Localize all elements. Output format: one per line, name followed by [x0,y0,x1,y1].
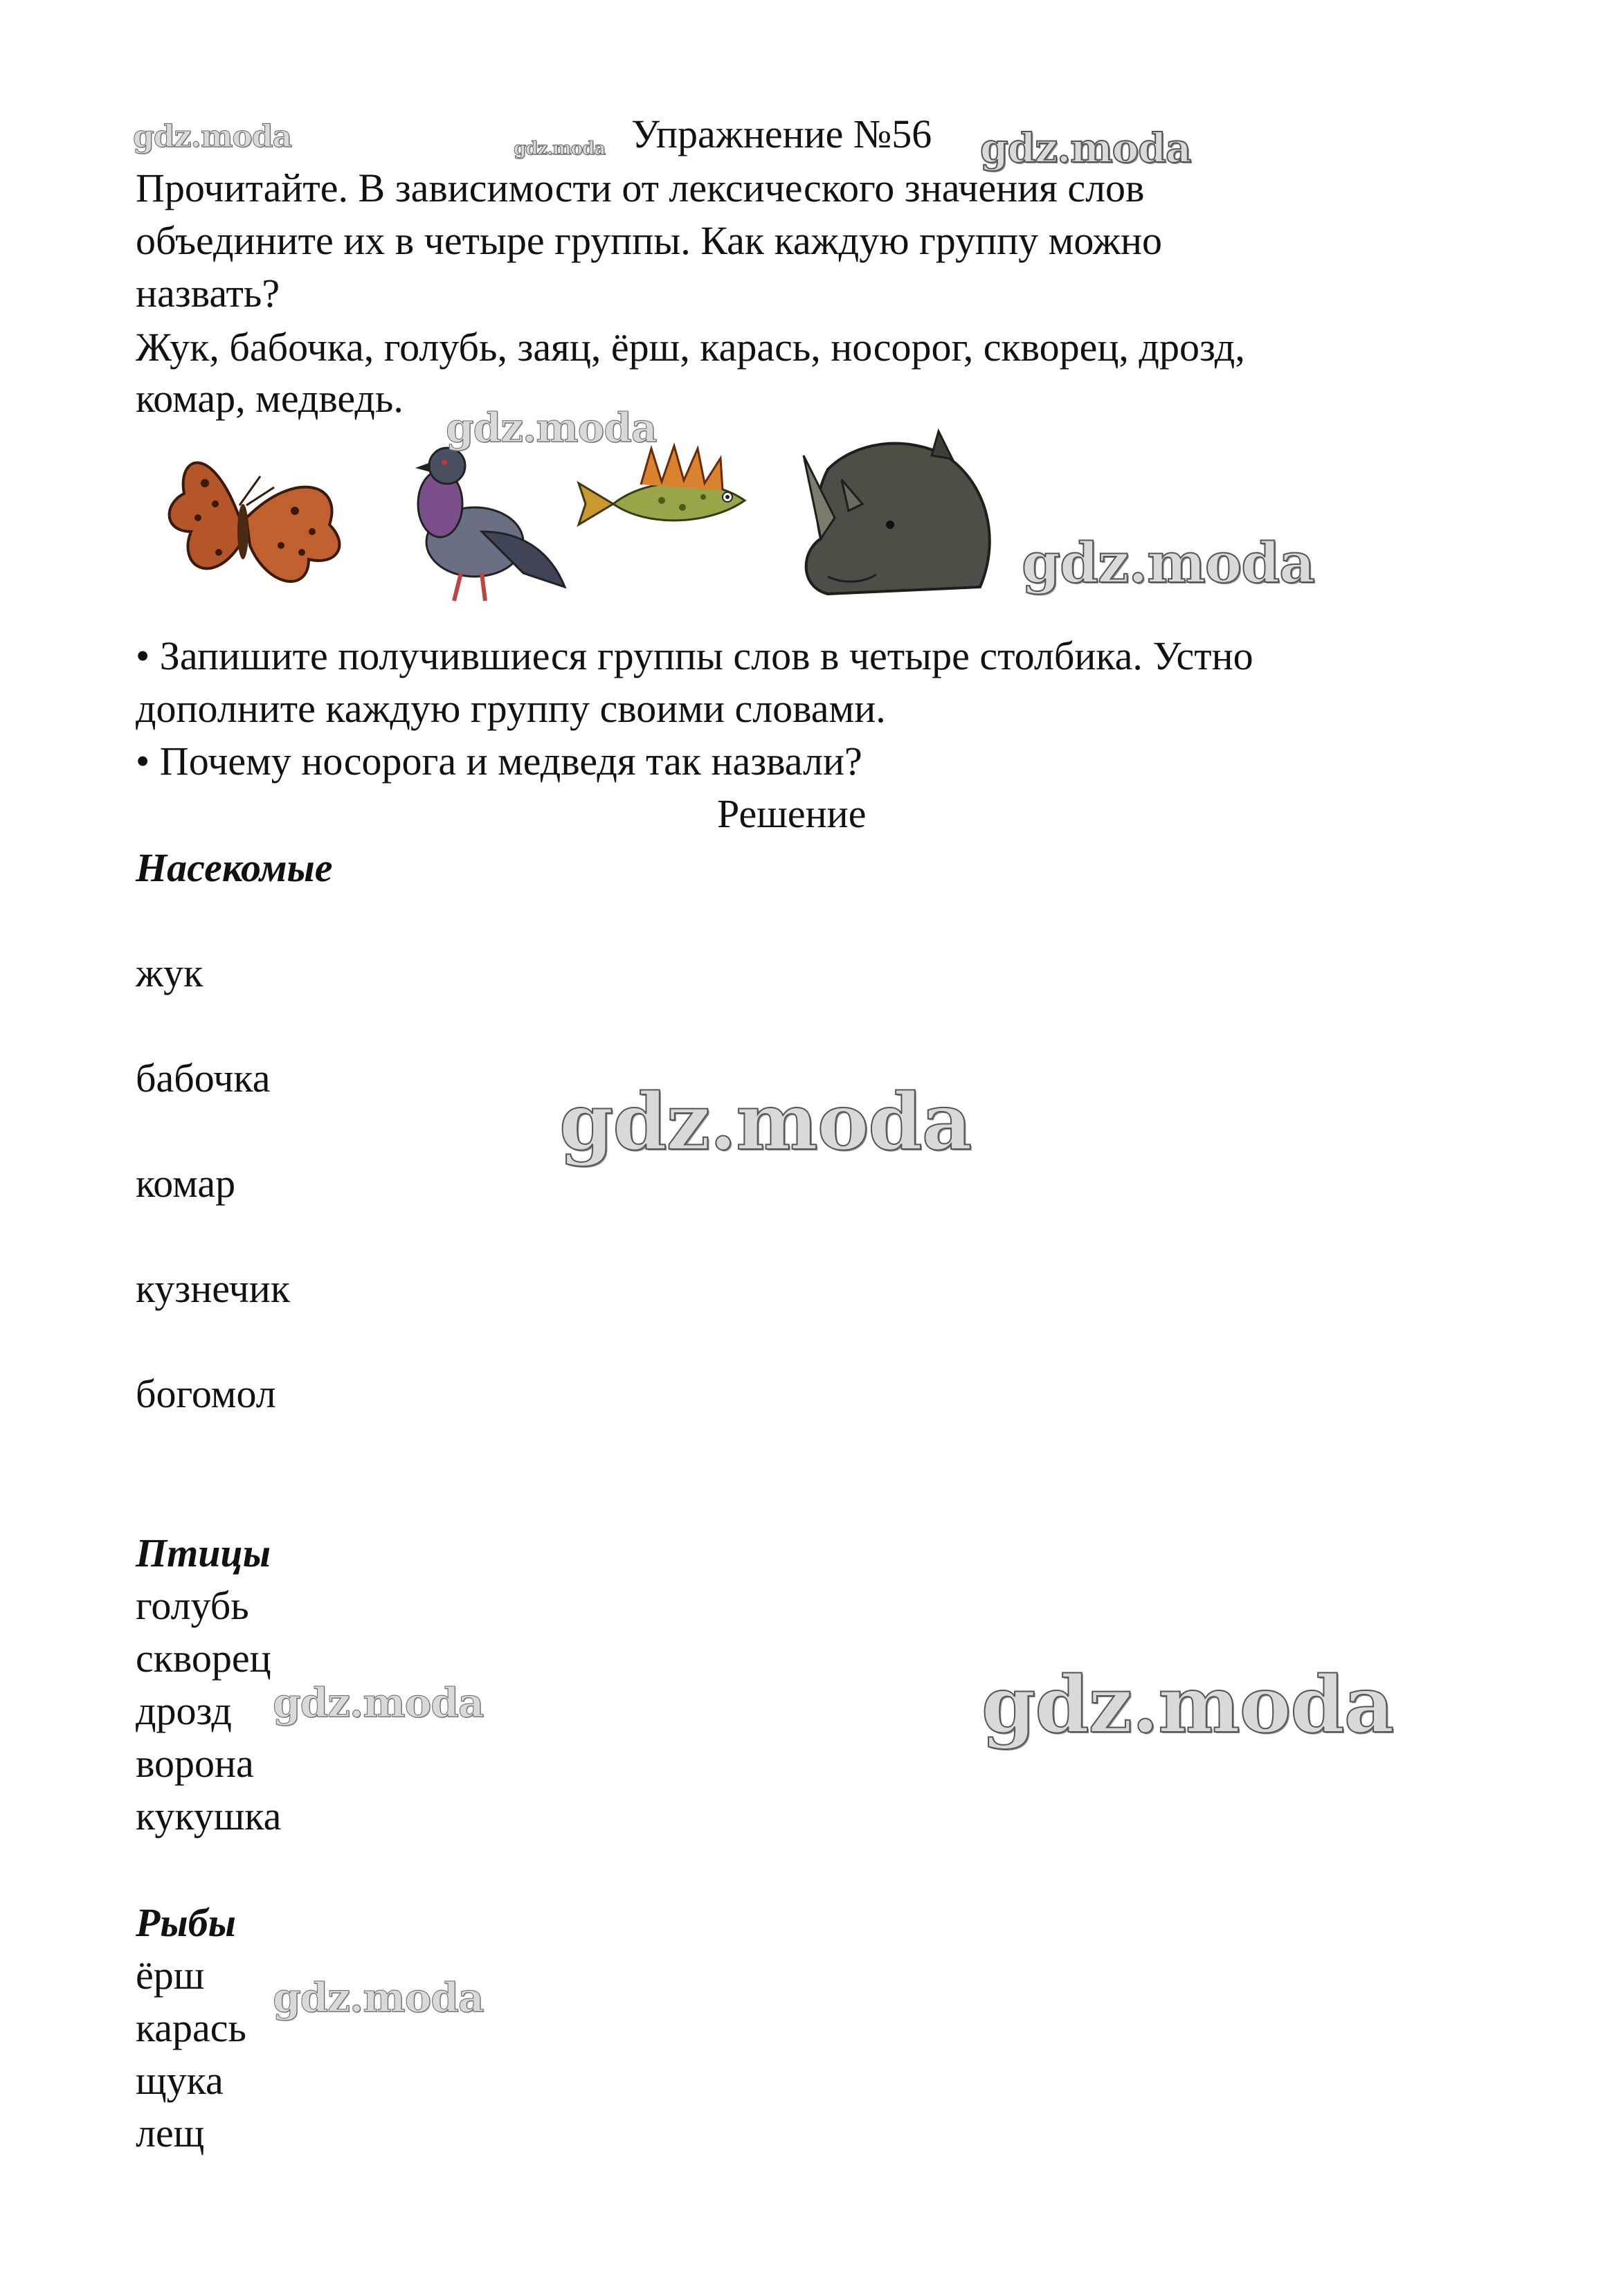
list-item: комар [136,1161,236,1206]
pigeon-icon [415,448,565,601]
list-item: кукушка [136,1793,282,1838]
group-heading-birds: Птицы [136,1530,271,1575]
solution-label: Решение [717,791,867,836]
task-line: назвать? [136,271,280,316]
animals-illustration [136,428,1056,615]
bullet-line: дополните каждую группу своими словами. [136,686,886,731]
watermark: gdz.moda [446,404,657,451]
task-line: объедините их в четыре группы. Как каждую группу можно [136,218,1162,263]
watermark: gdz.moda [980,125,1191,172]
group-heading-insects: Насекомые [136,845,333,890]
list-item: дрозд [136,1688,232,1733]
task-line: Прочитайте. В зависимости от лексического значения слов [136,165,1145,210]
butterfly-icon [170,462,340,581]
watermark: gdz.moda [1022,530,1314,595]
rhinoceros-icon [804,431,990,594]
list-item: голубь [136,1583,249,1628]
group-heading-fish: Рыбы [136,1900,236,1945]
ruffe-fish-icon [579,446,745,525]
list-item: кузнечик [136,1266,290,1311]
list-item: ёрш [136,1953,205,1998]
watermark: gdz.moda [559,1077,972,1168]
watermark: gdz.moda [133,119,292,154]
task-line: комар, медведь. [136,376,404,421]
list-item: бабочка [136,1056,271,1101]
task-line: Жук, бабочка, голубь, заяц, ёрш, карась, носорог, скворец, дрозд, [136,325,1245,370]
bullet-line: • Запишите получившиеся группы слов в четыре столбика. Устно [136,633,1253,678]
list-item: лещ [136,2110,205,2155]
list-item: богомол [136,1371,276,1416]
watermark: gdz.moda [273,1679,484,1726]
bullet-line: • Почему носорога и медведя так назвали? [136,739,862,784]
list-item: карась [136,2005,246,2050]
watermark: gdz.moda [514,138,606,159]
watermark: gdz.moda [981,1660,1394,1751]
list-item: жук [136,950,203,995]
exercise-title: Упражнение №56 [631,111,932,156]
watermark: gdz.moda [273,1974,484,2021]
list-item: скворец [136,1636,271,1681]
list-item: ворона [136,1741,254,1786]
list-item: щука [136,2058,224,2103]
